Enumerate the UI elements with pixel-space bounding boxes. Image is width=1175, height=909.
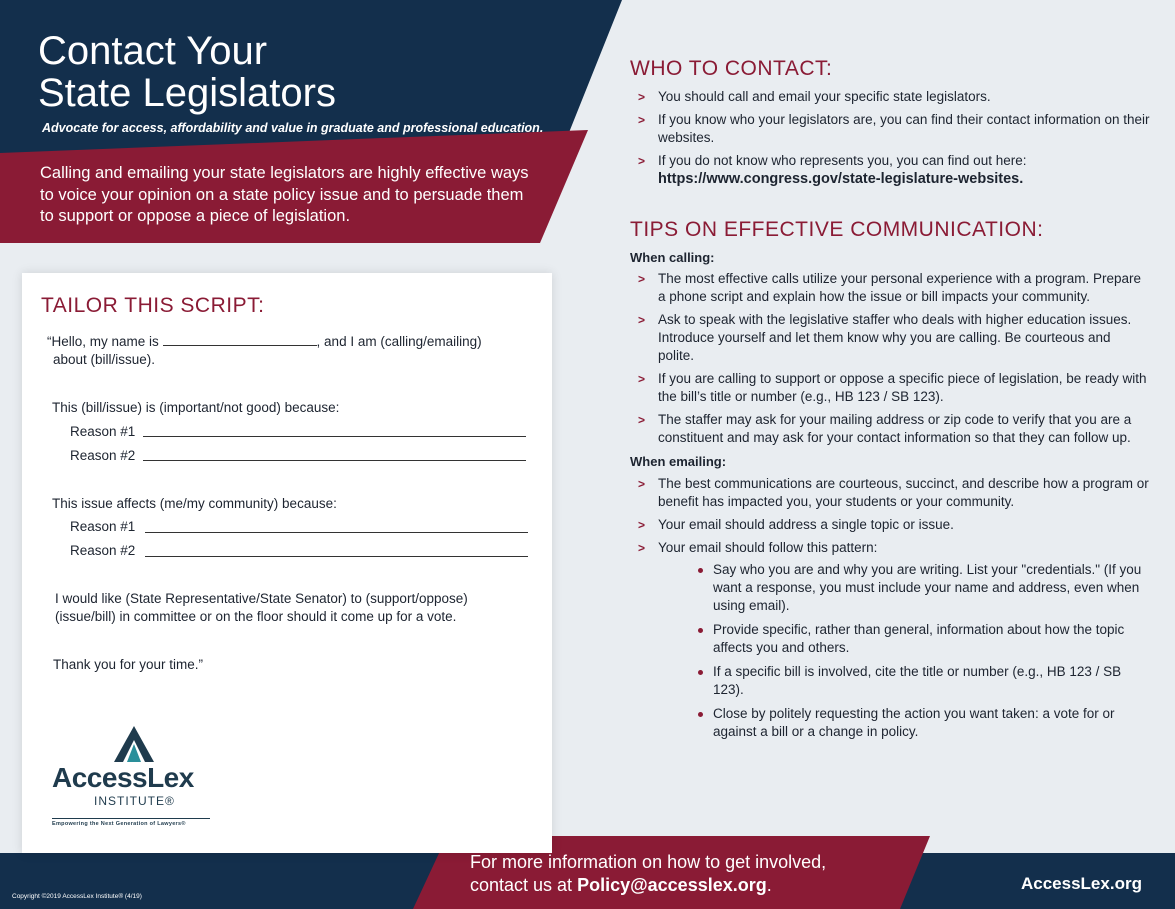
footer-period: . <box>766 875 772 895</box>
arrow-bullet-icon: > <box>638 541 646 555</box>
script-heading: TAILOR THIS SCRIPT: <box>41 294 265 317</box>
reason-4-blank[interactable] <box>145 556 528 557</box>
arrow-bullet-icon: > <box>638 272 646 286</box>
policy-email-link[interactable]: Policy@accesslex.org <box>577 875 767 895</box>
dot-bullet-icon <box>698 628 703 633</box>
logo-name: AccessLex <box>52 762 194 793</box>
list-item: > If you know who your legislators are, you can find their contact information on their websites. <box>638 112 1150 145</box>
arrow-bullet-icon: > <box>638 313 646 327</box>
footer-line1: For more information on how to get involved, <box>470 852 827 872</box>
logo-tagline: Empowering the Next Generation of Lawyers® <box>52 821 186 827</box>
page-title-line2: State Legislators <box>38 71 336 115</box>
who-section <box>630 57 1150 193</box>
script-intro <box>47 333 537 369</box>
script-about: about (bill/issue). <box>53 352 156 367</box>
list-item: > The staffer may ask for your mailing address or zip code to verify that you are a constituent and may ask for your contact information so that they can follow up. <box>638 412 1132 445</box>
page-title <box>38 30 558 114</box>
list-item: Provide specific, rather than general, information about how the topic affects you and others. <box>698 621 1150 657</box>
emailing-label: When emailing: <box>630 454 727 469</box>
arrow-bullet-icon: > <box>638 518 646 532</box>
footer-cta <box>470 851 910 897</box>
reason-3-label: Reason #1 <box>70 519 136 534</box>
script-importance: This (bill/issue) is (important/not good) because: <box>52 400 340 415</box>
legislature-url-link[interactable]: https://www.congress.gov/state-legislature-websites. <box>658 171 1024 187</box>
logo-divider <box>52 818 210 819</box>
calling-list <box>630 270 1150 447</box>
list-item: Close by politely requesting the action you want taken: a vote for or against a bill or a change in policy. <box>698 705 1150 741</box>
page-title-line1: Contact Your <box>38 29 268 73</box>
list-item: > Your email should address a single topic or issue. <box>638 517 954 532</box>
tips-section <box>630 218 1150 747</box>
arrow-bullet-icon: > <box>638 372 646 386</box>
list-item: > Ask to speak with the legislative staffer who deals with higher education issues. Introduce yourself and let them know why you are calling. Be courteous and polite. <box>638 312 1132 363</box>
website-link[interactable]: AccessLex.org <box>1021 874 1142 893</box>
logo-subtitle: INSTITUTE® <box>94 794 175 808</box>
script-request: I would like (State Representative/State Senator) to (support/oppose) (issue/bill) in committee or on the floor should it come up for a vote. <box>55 591 468 624</box>
list-item: > The most effective calls utilize your personal experience with a program. Prepare a phone script and explain how the issue or bill impacts your community. <box>638 271 1141 304</box>
accesslex-logo <box>52 726 252 827</box>
list-item: > You should call and email your specific state legislators. <box>638 89 991 104</box>
logo-mark-icon <box>114 726 154 762</box>
reason-1-blank[interactable] <box>143 436 526 437</box>
footer-contact-label: contact us at <box>470 875 573 895</box>
arrow-bullet-icon: > <box>638 477 646 491</box>
reason-3-blank[interactable] <box>145 532 528 533</box>
intro-paragraph: Calling and emailing your state legislators are highly effective ways to voice your opinion on a state policy issue and to persuade them to support or oppose a piece of legislation. <box>40 164 529 225</box>
who-list <box>630 88 1150 188</box>
dot-bullet-icon <box>698 568 703 573</box>
list-item: > If you are calling to support or oppose a specific piece of legislation, be ready with the bill’s title or number (e.g., HB 123 / SB 123). <box>638 371 1147 404</box>
reason-4-label: Reason #2 <box>70 543 136 558</box>
arrow-bullet-icon: > <box>638 90 646 104</box>
arrow-bullet-icon: > <box>638 154 646 168</box>
dot-bullet-icon <box>698 670 703 675</box>
list-item: If a specific bill is involved, cite the title or number (e.g., HB 123 / SB 123). <box>698 663 1150 699</box>
script-greeting: “Hello, my name is <box>47 334 159 349</box>
reason-2-blank[interactable] <box>143 460 526 461</box>
emailing-list <box>630 475 1150 741</box>
arrow-bullet-icon: > <box>638 113 646 127</box>
page-subtitle: Advocate for access, affordability and value in graduate and professional education. <box>42 121 544 135</box>
list-item: > Your email should follow this pattern: Say who you are and why you are writing. List your "credentials." (If you want a response, you must include your name and address, even when using email). Provide specific, rather than general, information about how the topic affects you and others. If a specific bill is involved, cite the title or number (e.g., HB 123 / SB 123). Close by politely requesting the action you want taken: a vote for or against a bill or a change in policy. <box>630 539 1150 741</box>
script-affects: This issue affects (me/my community) because: <box>52 496 337 511</box>
tips-heading: TIPS ON EFFECTIVE COMMUNICATION: <box>630 218 1044 241</box>
list-item: > The best communications are courteous, succinct, and describe how a program or benefit has impacted you, your students or your community. <box>638 476 1149 509</box>
script-closing: Thank you for your time.” <box>53 657 204 672</box>
calling-label: When calling: <box>630 250 715 265</box>
list-item: > If you do not know who represents you, you can find out here: https://www.congress.gov/state-legislature-websites. <box>638 153 1027 187</box>
script-greeting-end: , and I am (calling/emailing) <box>316 334 482 349</box>
pattern-list <box>658 561 1150 741</box>
copyright-text: Copyright ©2019 AccessLex Institute® (4/19) <box>12 893 142 900</box>
who-heading: WHO TO CONTACT: <box>630 57 833 80</box>
name-blank[interactable] <box>163 333 317 346</box>
dot-bullet-icon <box>698 712 703 717</box>
arrow-bullet-icon: > <box>638 413 646 427</box>
reason-2-label: Reason #2 <box>70 448 136 463</box>
reason-1-label: Reason #1 <box>70 424 136 439</box>
list-item: Say who you are and why you are writing. List your "credentials." (If you want a response, you must include your name and address, even when using email). <box>698 561 1150 615</box>
